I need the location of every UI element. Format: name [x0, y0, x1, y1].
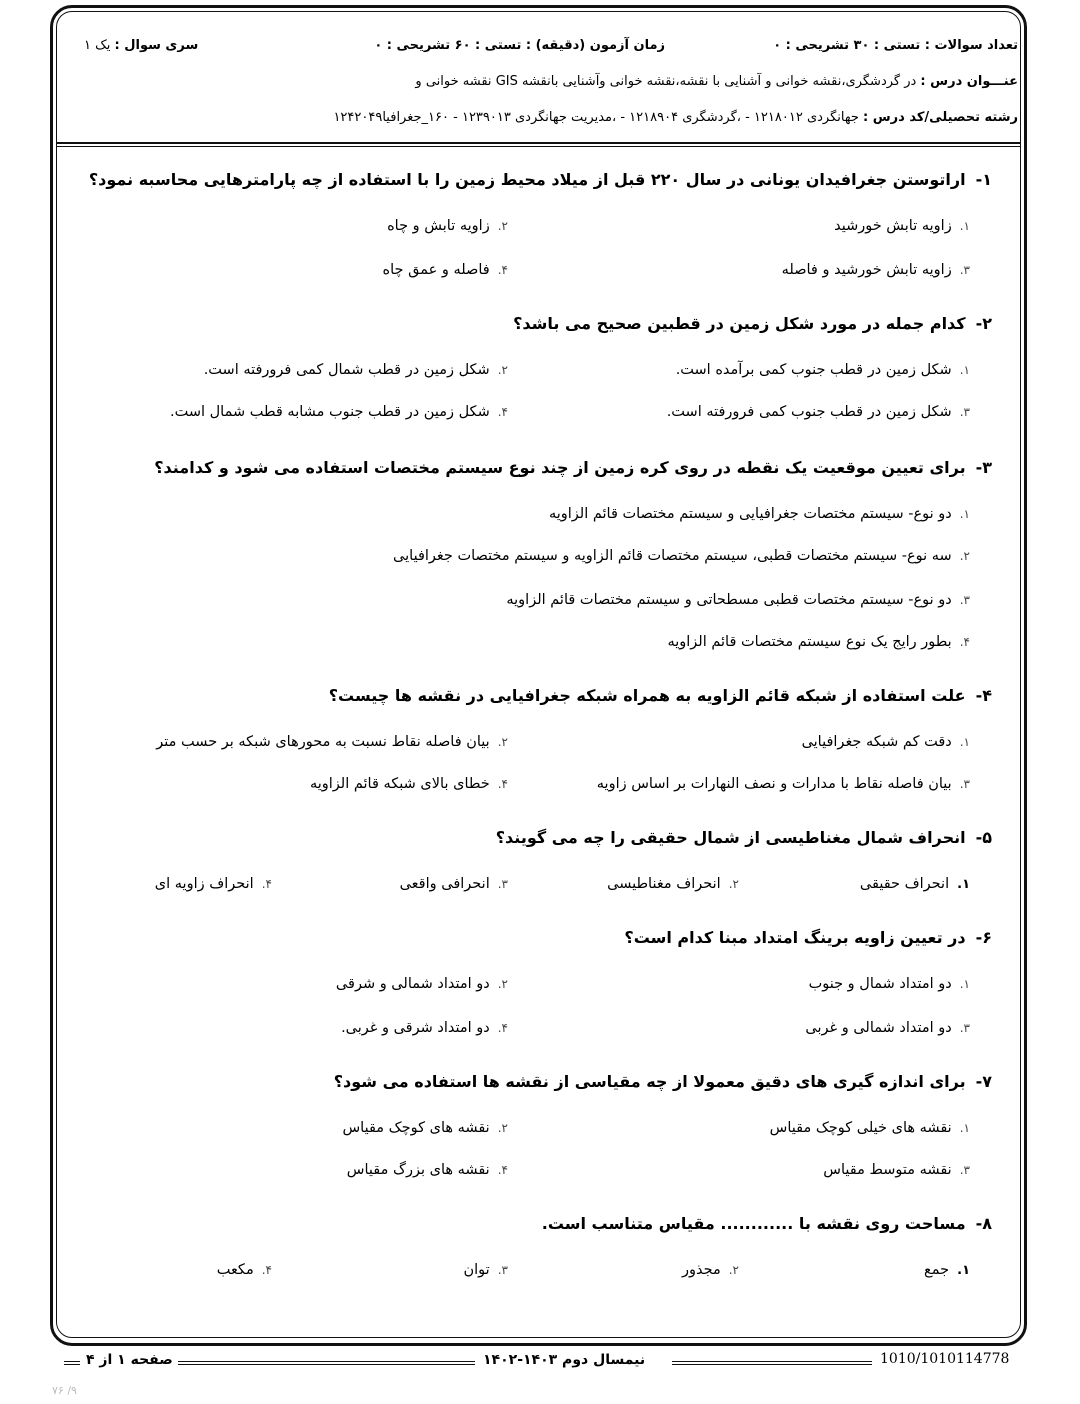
q8-option-2[interactable]: ۲.مجذور	[681, 1262, 739, 1278]
q5-option-3[interactable]: ۳.انحرافی واقعی	[399, 876, 508, 892]
q8-option-4[interactable]: ۴.مکعب	[216, 1262, 272, 1278]
q2-option-1[interactable]: ۱.شکل زمین در قطب جنوب کمی برآمده است.	[675, 362, 970, 378]
q3-option-1[interactable]: ۱.دو نوع- سیستم مختصات جغرافیایی و سیستم مختصات قائم الزاویه	[548, 506, 970, 522]
q1-option-4[interactable]: ۴.فاصله و عمق چاه	[382, 262, 508, 278]
q8-option-1[interactable]: ۱.جمع	[924, 1262, 970, 1278]
question-2: ۲-کدام جمله در مورد شکل زمین در قطبین صحیح می باشد؟	[513, 314, 992, 333]
q7-option-2[interactable]: ۲.نقشه های کوچک مقیاس	[342, 1120, 508, 1136]
term-label: نیمسال دوم ۱۴۰۳-۱۴۰۲	[483, 1352, 646, 1368]
field-code: رشته تحصیلی/کد درس : جهانگردی ۱۲۱۸۰۱۲ - ،گردشگری ۱۲۱۸۹۰۴ - ،مدیریت جهانگردی ۱۲۳۹۰۱۳ - ۱۶۰_جغرافیا۱۲۴۲۰۴۹	[333, 110, 1018, 125]
footer-rule-left	[178, 1361, 475, 1365]
q2-option-3[interactable]: ۳.شکل زمین در قطب جنوب کمی فرورفته است.	[666, 404, 970, 420]
q1-option-1[interactable]: ۱.زاویه تابش خورشید	[834, 218, 970, 234]
course-title: عنـــوان درس : در گردشگری،نقشه خوانی و آشنایی با نقشه،نقشه خوانی وآشنایی بانقشه GIS نقشه خوانی و	[415, 74, 1018, 89]
q3-option-2[interactable]: ۲.سه نوع- سیستم مختصات قطبی، سیستم مختصات قائم الزاویه و سیستم مختصات جغرافیایی	[393, 548, 970, 564]
q5-option-4[interactable]: ۴.انحراف زاویه ای	[154, 876, 272, 892]
q4-option-3[interactable]: ۳.بیان فاصله نقاط با مدارات و نصف النهارات بر اساس زاویه	[596, 776, 970, 792]
q6-option-3[interactable]: ۳.دو امتداد شمالی و غربی	[805, 1020, 970, 1036]
q5-option-1[interactable]: ۱.انحراف حقیقی	[859, 876, 970, 892]
question-5: ۵-انحراف شمال مغناطیسی از شمال حقیقی را چه می گویند؟	[495, 828, 992, 847]
question-1: ۱-اراتوستن جغرافیدان یونانی در سال ۲۲۰ قبل از میلاد محیط زمین را با استفاده از چه پارامترهایی محاسبه نمود؟	[88, 170, 992, 189]
q4-option-2[interactable]: ۲.بیان فاصله نقاط نسبت به محورهای شبکه بر حسب متر	[156, 734, 508, 750]
question-6: ۶-در تعیین زاویه برینگ امتداد مبنا کدام است؟	[624, 928, 992, 947]
question-3: ۳-برای تعیین موقعیت یک نقطه در روی کره زمین از چند نوع سیستم مختصات استفاده می شود و کدامند؟	[154, 458, 992, 477]
question-count: تعداد سوالات : تستی : ۳۰ تشریحی : ۰	[773, 38, 1018, 53]
q8-option-3[interactable]: ۳.توان	[463, 1262, 508, 1278]
q1-option-2[interactable]: ۲.زاویه تابش و چاه	[387, 218, 508, 234]
question-7: ۷-برای اندازه گیری های دقیق معمولا از چه مقیاسی از نقشه ها استفاده می شود؟	[333, 1072, 992, 1091]
q7-option-1[interactable]: ۱.نقشه های خیلی کوچک مقیاس	[769, 1120, 970, 1136]
q4-option-4[interactable]: ۴.خطای بالای شبکه قائم الزاویه	[309, 776, 508, 792]
q2-option-2[interactable]: ۲.شکل زمین در قطب شمال کمی فرورفته است.	[203, 362, 508, 378]
header-divider-thin	[56, 146, 1021, 147]
exam-code: 1010/1010114778	[880, 1351, 1010, 1367]
question-8: ۸-مساحت روی نقشه با ............ مقیاس متناسب است.	[541, 1214, 992, 1233]
q6-option-1[interactable]: ۱.دو امتداد شمال و جنوب	[808, 976, 970, 992]
q2-option-4[interactable]: ۴.شکل زمین در قطب جنوب مشابه قطب شمال است.	[170, 404, 508, 420]
footer-rule-right	[672, 1361, 872, 1365]
page-number: صفحه ۱ از ۴	[86, 1352, 173, 1368]
q7-option-4[interactable]: ۴.نقشه های بزرگ مقیاس	[346, 1162, 508, 1178]
footer-rule-left-end	[64, 1361, 80, 1365]
q7-option-3[interactable]: ۳.نقشه متوسط مقیاس	[823, 1162, 970, 1178]
q4-option-1[interactable]: ۱.دقت کم شبکه جغرافیایی	[801, 734, 970, 750]
question-4: ۴-علت استفاده از شبکه قائم الزاویه به همراه شبکه جغرافیایی در نقشه ها چیست؟	[328, 686, 992, 705]
header-divider	[56, 142, 1021, 144]
q1-option-3[interactable]: ۳.زاویه تابش خورشید و فاصله	[781, 262, 970, 278]
q5-option-2[interactable]: ۲.انحراف مغناطیسی	[607, 876, 739, 892]
page-mark: ۷۶ /۹	[52, 1384, 77, 1397]
q6-option-4[interactable]: ۴.دو امتداد شرقی و غربی.	[341, 1020, 508, 1036]
exam-duration: زمان آزمون (دقیقه) : تستی : ۶۰ تشریحی : ۰	[374, 38, 665, 53]
question-series: سری سوال : یک ۱	[84, 38, 199, 53]
q3-option-4[interactable]: ۴.بطور رایج یک نوع سیستم مختصات قائم الزاویه	[667, 634, 970, 650]
q3-option-3[interactable]: ۳.دو نوع- سیستم مختصات قطبی مسطحاتی و سیستم مختصات قائم الزاویه	[506, 592, 970, 608]
q6-option-2[interactable]: ۲.دو امتداد شمالی و شرقی	[335, 976, 508, 992]
page-frame-inner	[56, 11, 1021, 1338]
